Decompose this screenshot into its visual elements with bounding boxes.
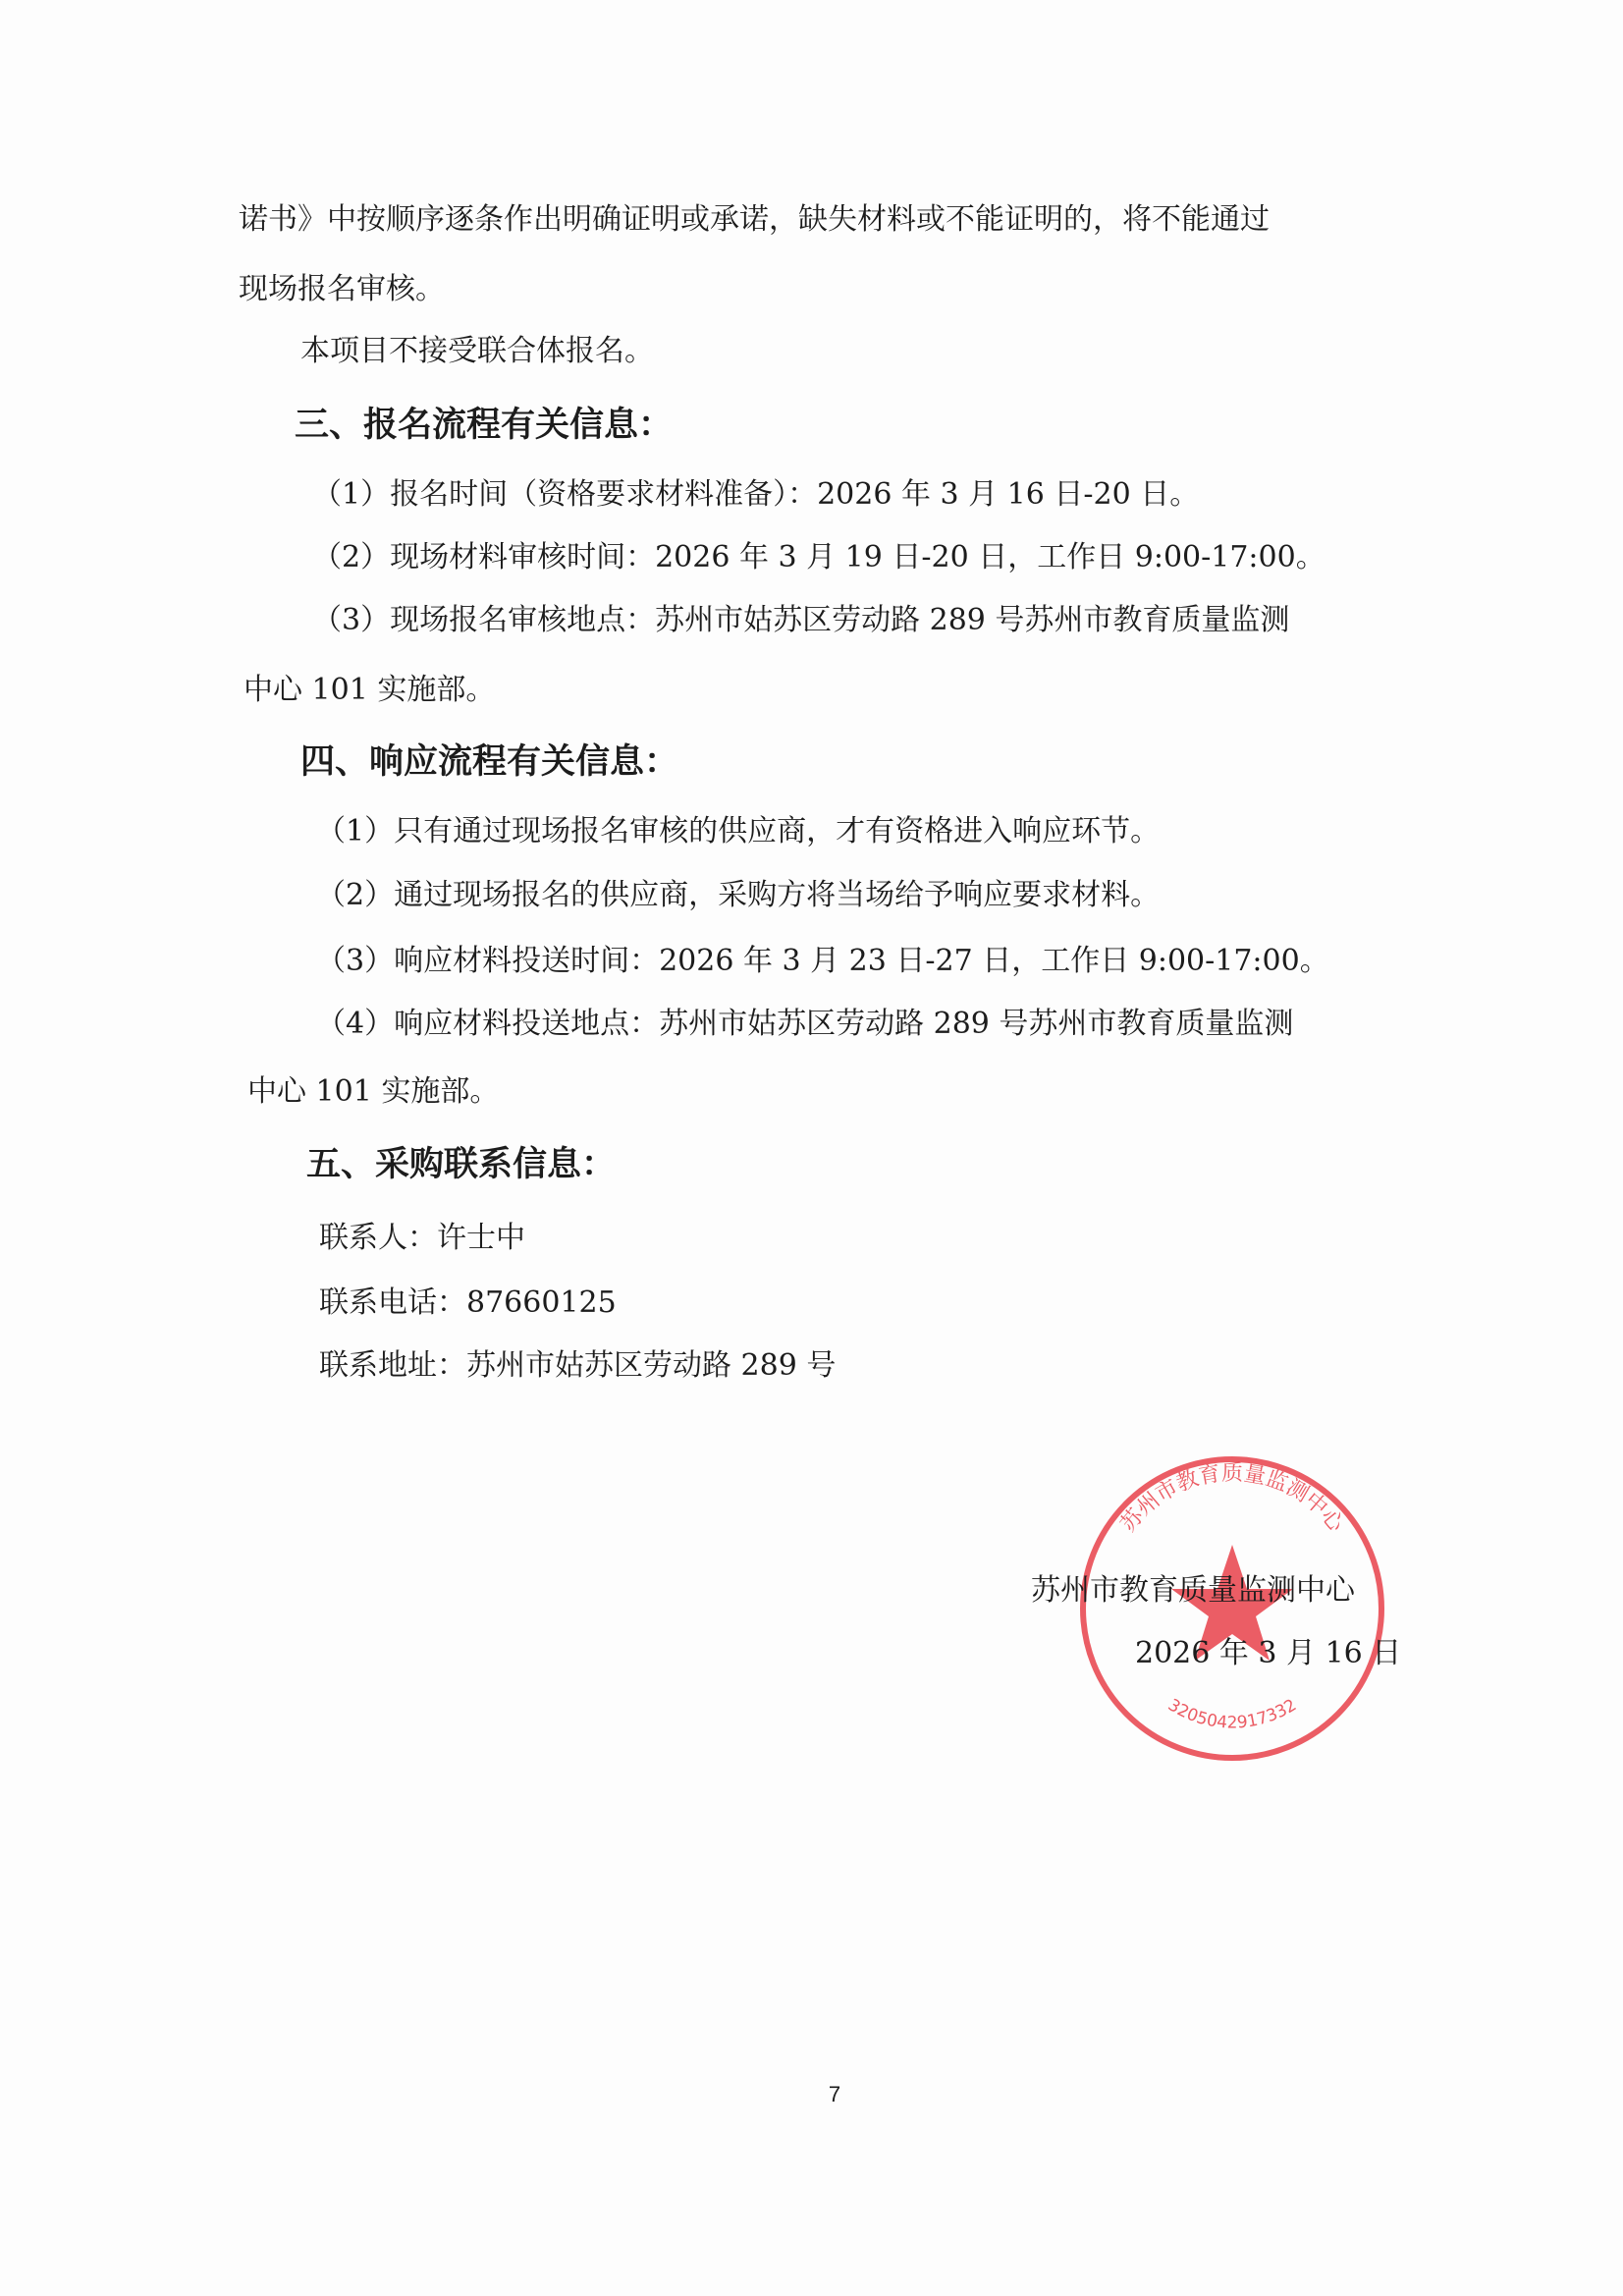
svg-text:3205042917332: 3205042917332	[1163, 1695, 1301, 1733]
list-item: （3）响应材料投送时间：2026 年 3 月 23 日-27 日，工作日 9:00-17:00。	[316, 944, 1329, 978]
page-number: 7	[828, 2082, 841, 2106]
list-item: （2）通过现场报名的供应商，采购方将当场给予响应要求材料。	[316, 878, 1161, 912]
contact-phone: 联系电话：87660125	[319, 1285, 617, 1320]
section-heading: 四、响应流程有关信息：	[300, 742, 679, 782]
paragraph-line: 诺书》中按顺序逐条作出明确证明或承诺，缺失材料或不能证明的，将不能通过	[239, 202, 1270, 237]
paragraph-line: 现场报名审核。	[239, 272, 445, 306]
contact-person: 联系人：许士中	[319, 1221, 525, 1255]
contact-address: 联系地址：苏州市姑苏区劳动路 289 号	[319, 1348, 837, 1383]
section-heading: 三、报名流程有关信息：	[295, 406, 674, 445]
paragraph-line: 本项目不接受联合体报名。	[300, 334, 654, 368]
list-item: （1）报名时间（资格要求材料准备）：2026 年 3 月 16 日-20 日。	[312, 477, 1200, 512]
list-item-continued: 中心 101 实施部。	[243, 673, 496, 707]
section-heading: 五、采购联系信息：	[306, 1145, 617, 1184]
svg-text:苏州市教育质量监测中心: 苏州市教育质量监测中心	[1115, 1460, 1349, 1537]
list-item: （4）响应材料投送地点：苏州市姑苏区劳动路 289 号苏州市教育质量监测	[316, 1007, 1294, 1041]
list-item: （2）现场材料审核时间：2026 年 3 月 19 日-20 日，工作日 9:00-17:00。	[312, 540, 1325, 574]
signature-date: 2026 年 3 月 16 日	[1135, 1636, 1402, 1670]
signature-org: 苏州市教育质量监测中心	[1031, 1573, 1355, 1608]
list-item-continued: 中心 101 实施部。	[247, 1074, 500, 1109]
list-item: （1）只有通过现场报名审核的供应商，才有资格进入响应环节。	[316, 814, 1161, 848]
list-item: （3）现场报名审核地点：苏州市姑苏区劳动路 289 号苏州市教育质量监测	[312, 603, 1290, 637]
